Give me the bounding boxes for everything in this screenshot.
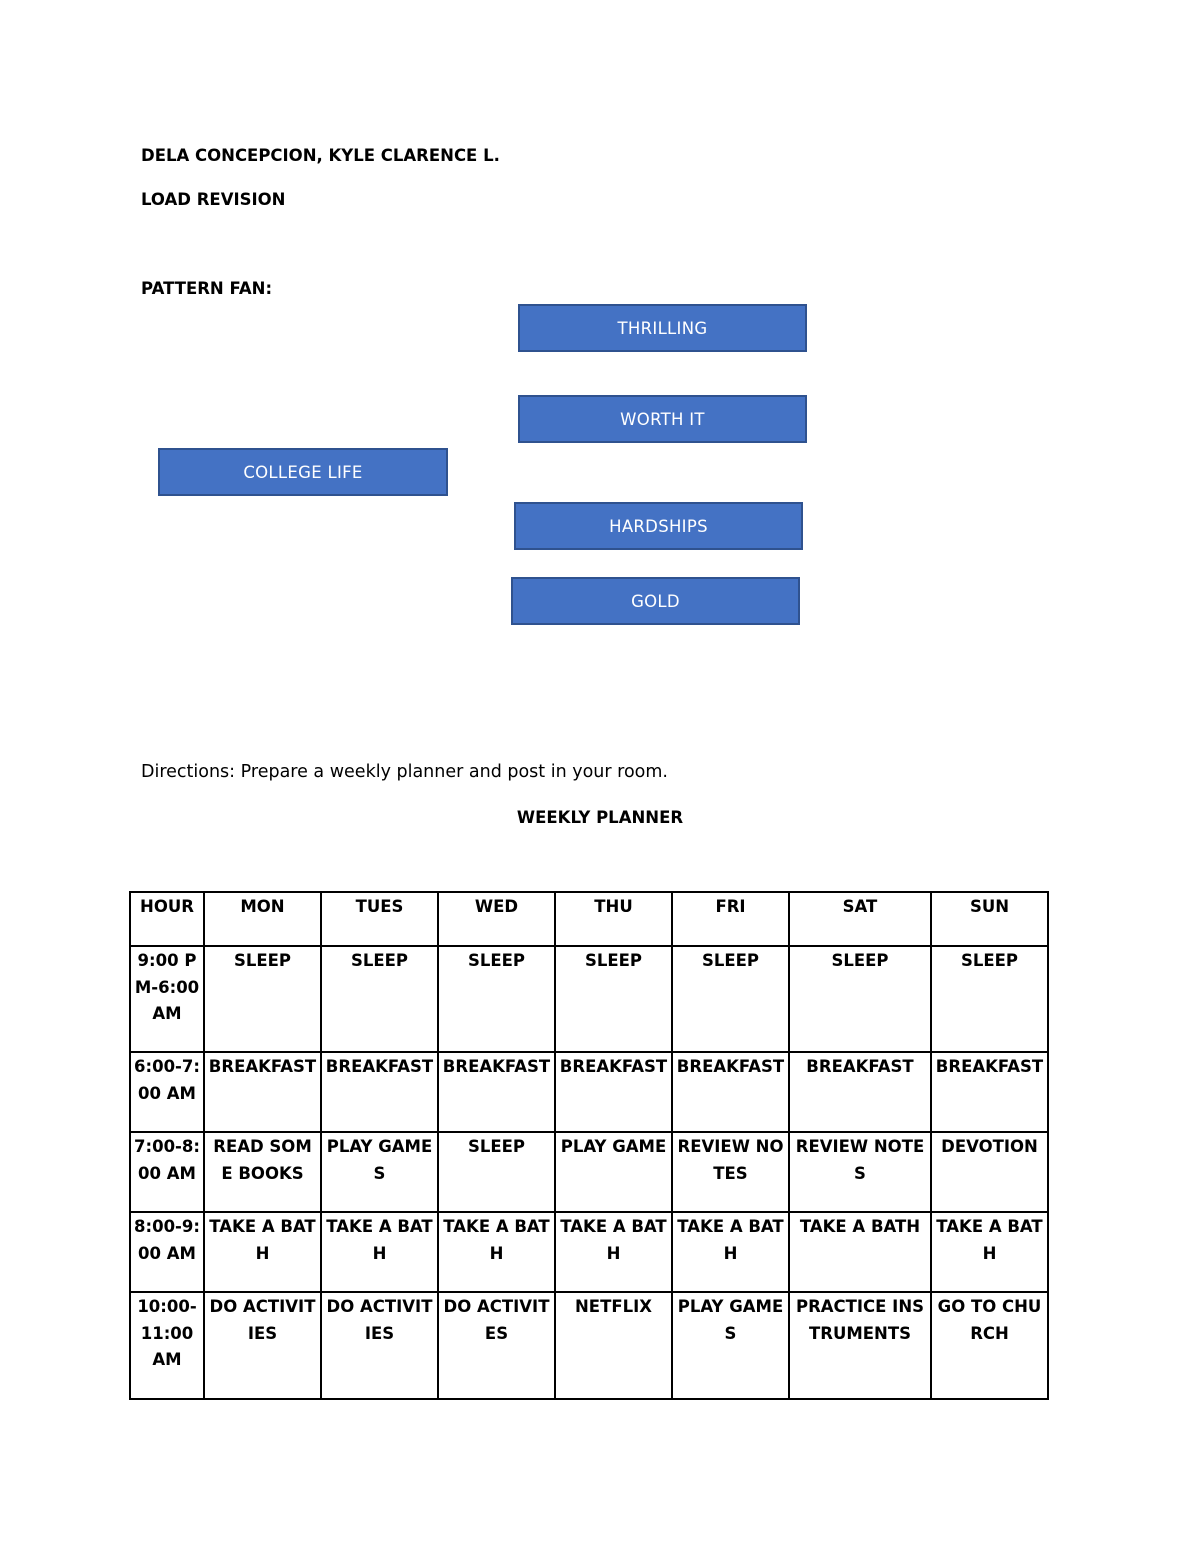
activity-cell: TAKE A BATH [321, 1212, 438, 1292]
table-row [130, 1212, 1048, 1292]
table-row [130, 1132, 1048, 1212]
table-header-row [130, 892, 1048, 946]
activity-cell: DEVOTION [931, 1132, 1048, 1212]
column-header-fri: FRI [672, 892, 789, 946]
activity-cell: SLEEP [555, 946, 672, 1052]
activity-cell: PLAY GAMES [672, 1292, 789, 1399]
activity-cell: SLEEP [789, 946, 931, 1052]
fan-box-worth-it: WORTH IT [518, 395, 807, 443]
activity-cell: BREAKFAST [789, 1052, 931, 1132]
activity-cell: SLEEP [321, 946, 438, 1052]
activity-cell: READ SOME BOOKS [204, 1132, 321, 1212]
column-header-mon: MON [204, 892, 321, 946]
column-header-wed: WED [438, 892, 555, 946]
activity-cell: TAKE A BATH [672, 1212, 789, 1292]
activity-cell: PLAY GAME [555, 1132, 672, 1212]
activity-cell: PRACTICE INSTRUMENTS [789, 1292, 931, 1399]
activity-cell: SLEEP [931, 946, 1048, 1052]
document-subtitle: LOAD REVISION [141, 190, 286, 209]
activity-cell: TAKE A BATH [789, 1212, 931, 1292]
planner-title: WEEKLY PLANNER [516, 808, 684, 827]
activity-cell: BREAKFAST [438, 1052, 555, 1132]
activity-cell: TAKE A BATH [438, 1212, 555, 1292]
activity-cell: TAKE A BATH [204, 1212, 321, 1292]
hour-cell: 10:00-11:00 AM [130, 1292, 204, 1399]
activity-cell: TAKE A BATH [555, 1212, 672, 1292]
activity-cell: TAKE A BATH [931, 1212, 1048, 1292]
table-row [130, 946, 1048, 1052]
hour-cell: 7:00-8:00 AM [130, 1132, 204, 1212]
directions [141, 762, 668, 782]
pattern-fan-label: PATTERN FAN: [141, 279, 273, 298]
activity-cell: BREAKFAST [321, 1052, 438, 1132]
activity-cell: BREAKFAST [931, 1052, 1048, 1132]
hour-cell: 8:00-9:00 AM [130, 1212, 204, 1292]
column-header-hour: HOUR [130, 892, 204, 946]
hour-cell: 6:00-7:00 AM [130, 1052, 204, 1132]
activity-cell: NETFLIX [555, 1292, 672, 1399]
activity-cell: BREAKFAST [204, 1052, 321, 1132]
hour-cell: 9:00 PM-6:00 AM [130, 946, 204, 1052]
table-row [130, 1292, 1048, 1399]
directions-text: Prepare a weekly planner and post in your room. [235, 762, 668, 782]
fan-box-gold: GOLD [511, 577, 800, 625]
activity-cell: SLEEP [438, 946, 555, 1052]
activity-cell: PLAY GAMES [321, 1132, 438, 1212]
fan-box-thrilling: THRILLING [518, 304, 807, 352]
column-header-sun: SUN [931, 892, 1048, 946]
table-row [130, 1052, 1048, 1132]
fan-box-college-life: COLLEGE LIFE [158, 448, 448, 496]
activity-cell: DO ACTIVITIES [204, 1292, 321, 1399]
activity-cell: GO TO CHURCH [931, 1292, 1048, 1399]
directions-label: Directions: [141, 762, 236, 782]
activity-cell: REVIEW NOTES [789, 1132, 931, 1212]
activity-cell: SLEEP [672, 946, 789, 1052]
fan-box-hardships: HARDSHIPS [514, 502, 803, 550]
activity-cell: DO ACTIVITIES [321, 1292, 438, 1399]
column-header-thu: THU [555, 892, 672, 946]
weekly-planner-table [129, 891, 1049, 1400]
activity-cell: SLEEP [204, 946, 321, 1052]
column-header-sat: SAT [789, 892, 931, 946]
column-header-tues: TUES [321, 892, 438, 946]
activity-cell: REVIEW NOTES [672, 1132, 789, 1212]
student-name: DELA CONCEPCION, KYLE CLARENCE L. [141, 146, 500, 165]
activity-cell: BREAKFAST [555, 1052, 672, 1132]
activity-cell: DO ACTIVITES [438, 1292, 555, 1399]
activity-cell: BREAKFAST [672, 1052, 789, 1132]
activity-cell: SLEEP [438, 1132, 555, 1212]
